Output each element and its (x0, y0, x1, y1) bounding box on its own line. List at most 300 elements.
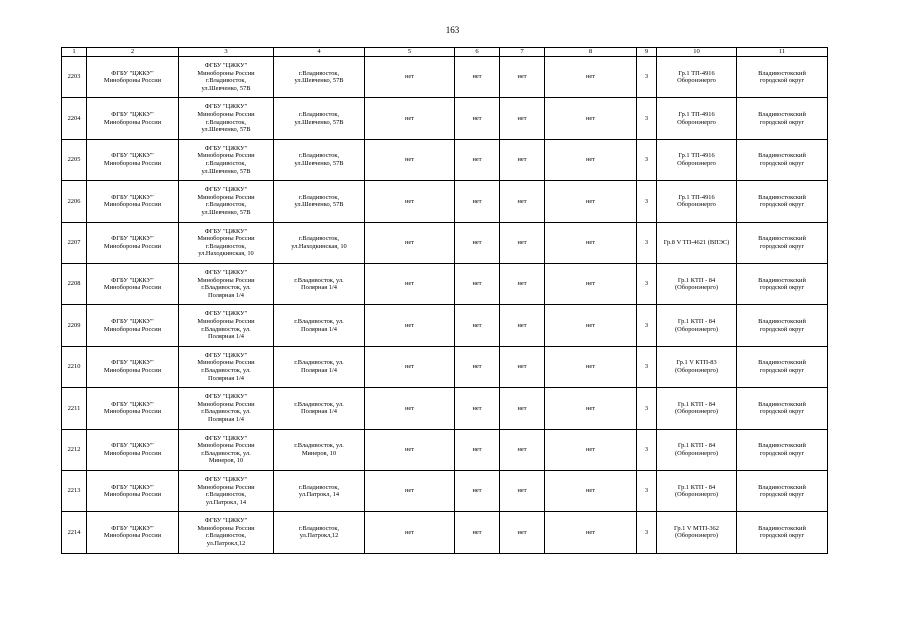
col8-cell: нет (545, 305, 637, 346)
address-cell-line: Полярная 1/4 (300, 284, 337, 292)
owner-cell-line: ФГБУ "ЦЖКУ" (111, 193, 154, 201)
col6-cell: нет (455, 346, 500, 387)
address-cell-line: г.Владивосток, ул. (294, 276, 344, 284)
holder-cell-line: г.Владивосток, (205, 532, 247, 540)
address-cell-line: г.Владивосток, ул. (294, 359, 344, 367)
holder-cell-line: ул.Шевченко, 57В (201, 126, 251, 134)
district-cell (737, 388, 828, 429)
owner-cell-line: ФГБУ "ЦЖКУ" (111, 317, 154, 325)
district-cell-line: городской округ (759, 532, 805, 540)
owner-cell-line: Минобороны России (103, 408, 162, 416)
col9-cell: 3 (637, 263, 657, 304)
district-cell-line: Владивостокский (758, 110, 806, 118)
column-header: 3 (179, 48, 274, 57)
row-number-cell: 2205 (62, 139, 87, 180)
owner-cell (87, 470, 179, 511)
address-cell-line: г.Владивосток, (298, 152, 340, 160)
holder-cell-line: ул.Шевченко, 57В (201, 208, 251, 216)
header-row (62, 48, 828, 57)
owner-cell-line: ФГБУ "ЦЖКУ" (111, 276, 154, 284)
address-cell-line: ул.Находкинская, 10 (291, 242, 347, 250)
holder-cell (179, 222, 274, 263)
source-cell-line: (Оборонэнерго) (675, 491, 718, 499)
holder-cell-line: г.Владивосток, ул. (201, 325, 251, 333)
col7-cell: нет (500, 512, 545, 553)
source-cell-line: Гр.1 КТП - 84 (677, 317, 716, 325)
table-row (62, 305, 828, 346)
holder-cell-line: Минобороны России (197, 110, 255, 118)
col9-cell: 3 (637, 98, 657, 139)
col8-cell: нет (545, 181, 637, 222)
source-cell-line: (Оборонэнерго) (675, 408, 718, 416)
col9-cell: 3 (637, 388, 657, 429)
col8-cell: нет (545, 346, 637, 387)
source-cell-line: (Оборонэнерго) (675, 284, 718, 292)
source-cell-line: Гр.1 ТП-4916 (678, 110, 715, 118)
district-cell-line: городской округ (759, 201, 805, 209)
row-number-cell: 2203 (62, 57, 87, 98)
owner-cell-line: ФГБУ "ЦЖКУ" (111, 442, 154, 450)
owner-cell (87, 98, 179, 139)
table-row (62, 139, 828, 180)
row-number-cell: 2209 (62, 305, 87, 346)
row-number-cell: 2211 (62, 388, 87, 429)
holder-cell-line: Минеров, 10 (208, 457, 244, 465)
district-cell (737, 263, 828, 304)
district-cell-line: городской округ (759, 159, 805, 167)
district-cell-line: городской округ (759, 491, 805, 499)
address-cell (274, 181, 365, 222)
holder-cell (179, 512, 274, 553)
address-cell-line: г.Владивосток, ул. (294, 442, 344, 450)
col5-cell: нет (365, 429, 455, 470)
col8-cell: нет (545, 98, 637, 139)
table-row (62, 429, 828, 470)
address-cell (274, 222, 365, 263)
col8-cell: нет (545, 388, 637, 429)
source-cell (657, 305, 737, 346)
district-cell (737, 181, 828, 222)
holder-cell-line: г.Владивосток, (205, 118, 247, 126)
owner-cell-line: ФГБУ "ЦЖКУ" (111, 69, 154, 77)
holder-cell-line: ФГБУ "ЦЖКУ" (204, 103, 248, 111)
source-cell-line: (Оборонэнерго) (675, 449, 718, 457)
holder-cell-line: ФГБУ "ЦЖКУ" (204, 351, 248, 359)
source-cell-line: Гр.1 ТП-4916 (678, 193, 715, 201)
holder-cell-line: г.Владивосток, (205, 242, 247, 250)
holder-cell-line: г.Владивосток, ул. (201, 284, 251, 292)
table-row (62, 98, 828, 139)
address-cell (274, 429, 365, 470)
source-cell-line: (Оборонэнерго) (675, 325, 718, 333)
holder-cell-line: Минобороны России (197, 524, 255, 532)
col8-cell: нет (545, 139, 637, 180)
owner-cell (87, 57, 179, 98)
row-number-cell: 2208 (62, 263, 87, 304)
address-cell-line: Полярная 1/4 (300, 366, 337, 374)
source-cell-line: Гр.1 КТП - 84 (677, 483, 716, 491)
holder-cell-line: Минобороны России (197, 400, 255, 408)
owner-cell (87, 181, 179, 222)
page-number: 163 (445, 25, 460, 35)
district-cell-line: городской округ (759, 77, 805, 85)
owner-cell-line: ФГБУ "ЦЖКУ" (111, 483, 154, 491)
source-cell-line: Оборонэнерго (677, 118, 716, 126)
col5-cell: нет (365, 222, 455, 263)
col5-cell: нет (365, 181, 455, 222)
address-cell-line: г.Владивосток, (298, 110, 340, 118)
holder-cell-line: Минобороны России (197, 359, 255, 367)
owner-cell-line: ФГБУ "ЦЖКУ" (111, 524, 154, 532)
holder-cell-line: г.Владивосток, ул. (201, 366, 251, 374)
address-cell-line: г.Владивосток, (298, 524, 340, 532)
owner-cell-line: ФГБУ "ЦЖКУ" (111, 235, 154, 243)
table-row (62, 57, 828, 98)
column-header: 11 (737, 48, 828, 57)
district-cell-line: Владивостокский (758, 69, 806, 77)
address-cell (274, 263, 365, 304)
address-cell (274, 139, 365, 180)
col5-cell: нет (365, 346, 455, 387)
col7-cell: нет (500, 222, 545, 263)
holder-cell-line: Минобороны России (197, 152, 255, 160)
district-cell-line: городской округ (759, 325, 805, 333)
district-cell-line: Владивостокский (758, 276, 806, 284)
column-header: 4 (274, 48, 365, 57)
address-cell-line: ул.Шевченко, 57В (294, 118, 344, 126)
col5-cell: нет (365, 388, 455, 429)
holder-cell-line: г.Владивосток, ул. (201, 408, 251, 416)
col6-cell: нет (455, 429, 500, 470)
col6-cell: нет (455, 98, 500, 139)
holder-cell-line: Полярная 1/4 (207, 374, 244, 382)
holder-cell (179, 181, 274, 222)
holder-cell (179, 263, 274, 304)
col8-cell: нет (545, 222, 637, 263)
owner-cell-line: ФГБУ "ЦЖКУ" (111, 152, 154, 160)
holder-cell-line: ФГБУ "ЦЖКУ" (204, 310, 248, 318)
district-cell (737, 305, 828, 346)
col8-cell: нет (545, 57, 637, 98)
holder-cell-line: ул.Находкинская, 10 (198, 250, 254, 258)
holder-cell (179, 57, 274, 98)
col8-cell: нет (545, 470, 637, 511)
holder-cell-line: ФГБУ "ЦЖКУ" (204, 393, 248, 401)
source-cell (657, 181, 737, 222)
holder-cell (179, 346, 274, 387)
address-cell (274, 512, 365, 553)
col9-cell: 3 (637, 305, 657, 346)
owner-cell-line: Минобороны России (103, 242, 162, 250)
column-header: 2 (87, 48, 179, 57)
col7-cell: нет (500, 181, 545, 222)
source-cell (657, 263, 737, 304)
owner-cell-line: Минобороны России (103, 118, 162, 126)
source-cell (657, 57, 737, 98)
owner-cell-line: ФГБУ "ЦЖКУ" (111, 359, 154, 367)
source-cell-line: Гр.1 КТП - 84 (677, 442, 716, 450)
column-header: 1 (62, 48, 87, 57)
source-cell-line: Гр.1 ТП-4916 (678, 69, 715, 77)
row-number-cell: 2207 (62, 222, 87, 263)
holder-cell-line: ФГБУ "ЦЖКУ" (204, 268, 248, 276)
holder-cell-line: Минобороны России (197, 235, 255, 243)
holder-cell-line: Минобороны России (197, 483, 255, 491)
holder-cell-line: Полярная 1/4 (207, 333, 244, 341)
holder-cell-line: ул.Патрокл, 14 (205, 498, 247, 506)
owner-cell (87, 429, 179, 470)
address-cell-line: г.Владивосток, (298, 483, 340, 491)
row-number-cell: 2206 (62, 181, 87, 222)
holder-cell (179, 429, 274, 470)
district-cell (737, 57, 828, 98)
table-row (62, 222, 828, 263)
address-cell-line: Полярная 1/4 (300, 408, 337, 416)
col7-cell: нет (500, 429, 545, 470)
col5-cell: нет (365, 139, 455, 180)
registry-table (61, 47, 828, 554)
col9-cell: 3 (637, 181, 657, 222)
holder-cell-line: Минобороны России (197, 276, 255, 284)
source-cell-line: Гр.1 V МТП-362 (674, 524, 719, 532)
source-cell (657, 139, 737, 180)
row-number-cell: 2204 (62, 98, 87, 139)
address-cell-line: Минеров, 10 (301, 449, 337, 457)
col8-cell: нет (545, 263, 637, 304)
holder-cell-line: Минобороны России (197, 317, 255, 325)
col6-cell: нет (455, 263, 500, 304)
holder-cell-line: ФГБУ "ЦЖКУ" (204, 475, 248, 483)
district-cell (737, 470, 828, 511)
district-cell (737, 429, 828, 470)
col9-cell: 3 (637, 346, 657, 387)
holder-cell (179, 305, 274, 346)
col7-cell: нет (500, 98, 545, 139)
owner-cell-line: ФГБУ "ЦЖКУ" (111, 110, 154, 118)
holder-cell-line: г.Владивосток, (205, 159, 247, 167)
district-cell-line: городской округ (759, 118, 805, 126)
district-cell-line: Владивостокский (758, 359, 806, 367)
address-cell-line: ул.Шевченко, 57В (294, 201, 344, 209)
source-cell (657, 388, 737, 429)
address-cell-line: г.Владивосток, ул. (294, 317, 344, 325)
owner-cell (87, 346, 179, 387)
district-cell (737, 98, 828, 139)
source-cell-line: Гр.1 КТП - 84 (677, 400, 716, 408)
col9-cell: 3 (637, 512, 657, 553)
address-cell-line: ул.Патрокл,12 (299, 532, 339, 540)
holder-cell-line: ул.Шевченко, 57В (201, 167, 251, 175)
holder-cell-line: г.Владивосток, (205, 491, 247, 499)
owner-cell (87, 305, 179, 346)
row-number-cell: 2210 (62, 346, 87, 387)
source-cell (657, 346, 737, 387)
owner-cell-line: Минобороны России (103, 366, 162, 374)
col5-cell: нет (365, 512, 455, 553)
district-cell (737, 222, 828, 263)
address-cell (274, 470, 365, 511)
table-row (62, 346, 828, 387)
col6-cell: нет (455, 181, 500, 222)
source-cell-line: (Оборонэнерго) (675, 366, 718, 374)
col7-cell: нет (500, 346, 545, 387)
address-cell-line: г.Владивосток, ул. (294, 400, 344, 408)
holder-cell-line: Полярная 1/4 (207, 415, 244, 423)
district-cell-line: Владивостокский (758, 193, 806, 201)
district-cell-line: городской округ (759, 366, 805, 374)
district-cell-line: городской округ (759, 284, 805, 292)
table-row (62, 512, 828, 553)
holder-cell-line: Минобороны России (197, 69, 255, 77)
district-cell-line: Владивостокский (758, 235, 806, 243)
owner-cell-line: Минобороны России (103, 325, 162, 333)
col6-cell: нет (455, 512, 500, 553)
col5-cell: нет (365, 470, 455, 511)
owner-cell-line: Минобороны России (103, 532, 162, 540)
holder-cell (179, 98, 274, 139)
col5-cell: нет (365, 57, 455, 98)
holder-cell-line: ФГБУ "ЦЖКУ" (204, 62, 248, 69)
source-cell (657, 470, 737, 511)
holder-cell-line: Минобороны России (197, 193, 255, 201)
address-cell-line: г.Владивосток, (298, 69, 340, 77)
col6-cell: нет (455, 222, 500, 263)
col9-cell: 3 (637, 222, 657, 263)
col7-cell: нет (500, 57, 545, 98)
address-cell-line: ул.Шевченко, 57В (294, 159, 344, 167)
col6-cell: нет (455, 388, 500, 429)
source-cell-line: Гр.1 ТП-4916 (678, 152, 715, 160)
owner-cell-line: Минобороны России (103, 201, 162, 209)
district-cell-line: Владивостокский (758, 442, 806, 450)
source-cell (657, 98, 737, 139)
source-cell-line: (Оборонэнерго) (675, 532, 718, 540)
district-cell (737, 139, 828, 180)
column-header: 7 (500, 48, 545, 57)
col7-cell: нет (500, 470, 545, 511)
owner-cell-line: Минобороны России (103, 449, 162, 457)
holder-cell-line: Полярная 1/4 (207, 291, 244, 299)
row-number-cell: 2213 (62, 470, 87, 511)
column-header: 5 (365, 48, 455, 57)
source-cell-line: Оборонэнерго (677, 77, 716, 85)
col9-cell: 3 (637, 429, 657, 470)
column-header: 10 (657, 48, 737, 57)
holder-cell-line: ФГБУ "ЦЖКУ" (204, 517, 248, 525)
address-cell-line: Полярная 1/4 (300, 325, 337, 333)
col6-cell: нет (455, 57, 500, 98)
owner-cell (87, 139, 179, 180)
holder-cell (179, 388, 274, 429)
col7-cell: нет (500, 305, 545, 346)
col7-cell: нет (500, 263, 545, 304)
owner-cell (87, 222, 179, 263)
row-number-cell: 2212 (62, 429, 87, 470)
owner-cell (87, 263, 179, 304)
col7-cell: нет (500, 388, 545, 429)
owner-cell-line: Минобороны России (103, 77, 162, 85)
source-cell-line: Гр.1 КТП - 84 (677, 276, 716, 284)
district-cell-line: Владивостокский (758, 152, 806, 160)
table-row (62, 181, 828, 222)
address-cell (274, 346, 365, 387)
address-cell-line: г.Владивосток, (298, 193, 340, 201)
col6-cell: нет (455, 305, 500, 346)
district-cell-line: Владивостокский (758, 317, 806, 325)
owner-cell-line: Минобороны России (103, 159, 162, 167)
district-cell-line: Владивостокский (758, 524, 806, 532)
table-row (62, 470, 828, 511)
address-cell (274, 305, 365, 346)
source-cell-line: Оборонэнерго (677, 201, 716, 209)
table-row (62, 263, 828, 304)
holder-cell-line: ФГБУ "ЦЖКУ" (204, 227, 248, 235)
source-cell (657, 222, 737, 263)
address-cell-line: г.Владивосток, (298, 235, 340, 243)
holder-cell-line: ФГБУ "ЦЖКУ" (204, 144, 248, 152)
district-cell-line: городской округ (759, 449, 805, 457)
district-cell (737, 346, 828, 387)
col9-cell: 3 (637, 470, 657, 511)
address-cell (274, 98, 365, 139)
holder-cell-line: Минобороны России (197, 442, 255, 450)
district-cell-line: Владивостокский (758, 400, 806, 408)
holder-cell-line: г.Владивосток, ул. (201, 449, 251, 457)
address-cell-line: ул.Шевченко, 57В (294, 77, 344, 85)
source-cell (657, 512, 737, 553)
address-cell (274, 388, 365, 429)
col5-cell: нет (365, 263, 455, 304)
holder-cell-line: ул.Шевченко, 57В (201, 84, 251, 92)
col6-cell: нет (455, 139, 500, 180)
col6-cell: нет (455, 470, 500, 511)
column-header: 8 (545, 48, 637, 57)
district-cell-line: Владивостокский (758, 483, 806, 491)
col9-cell: 3 (637, 57, 657, 98)
owner-cell-line: Минобороны России (103, 491, 162, 499)
holder-cell-line: ул.Патрокл,12 (206, 540, 246, 548)
address-cell (274, 57, 365, 98)
holder-cell-line: г.Владивосток, (205, 201, 247, 209)
holder-cell-line: г.Владивосток, (205, 77, 247, 85)
holder-cell-line: ФГБУ "ЦЖКУ" (204, 434, 248, 442)
col8-cell: нет (545, 429, 637, 470)
col5-cell: нет (365, 305, 455, 346)
holder-cell (179, 470, 274, 511)
source-cell-line: Гр.8 V ТП-4621 (ВПЭС) (663, 238, 730, 246)
col7-cell: нет (500, 139, 545, 180)
column-header: 6 (455, 48, 500, 57)
owner-cell (87, 388, 179, 429)
column-header: 9 (637, 48, 657, 57)
owner-cell-line: Минобороны России (103, 284, 162, 292)
owner-cell (87, 512, 179, 553)
table-row (62, 388, 828, 429)
row-number-cell: 2214 (62, 512, 87, 553)
col9-cell: 3 (637, 139, 657, 180)
holder-cell-line: ФГБУ "ЦЖКУ" (204, 186, 248, 194)
source-cell-line: Гр.1 V КТП-83 (676, 359, 717, 367)
district-cell-line: городской округ (759, 242, 805, 250)
district-cell-line: городской округ (759, 408, 805, 416)
col8-cell: нет (545, 512, 637, 553)
address-cell-line: ул.Патрокл, 14 (298, 491, 340, 499)
owner-cell-line: ФГБУ "ЦЖКУ" (111, 400, 154, 408)
source-cell (657, 429, 737, 470)
holder-cell (179, 139, 274, 180)
col5-cell: нет (365, 98, 455, 139)
district-cell (737, 512, 828, 553)
